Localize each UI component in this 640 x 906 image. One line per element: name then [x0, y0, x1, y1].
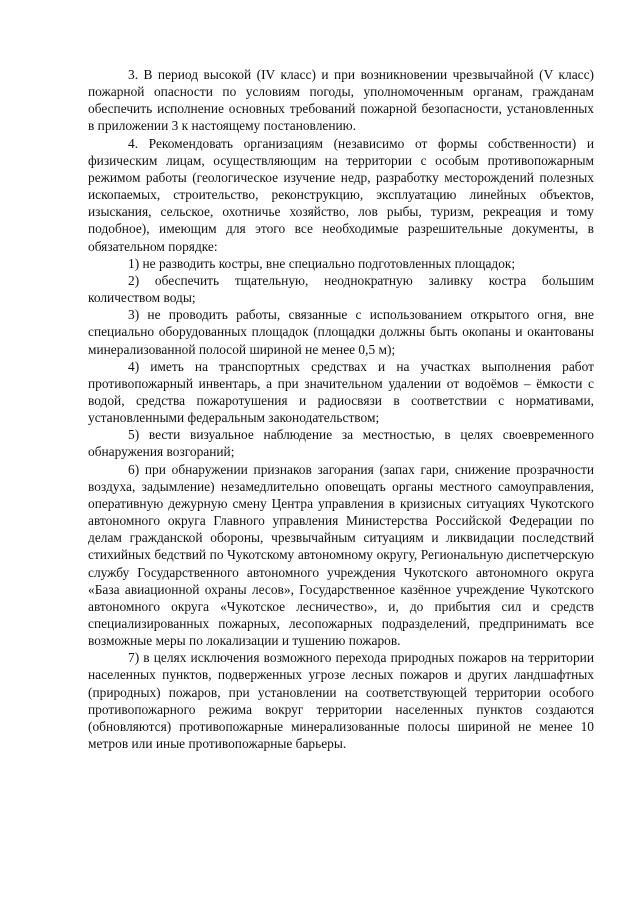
- paragraph-item-4: 4. Рекомендовать организациям (независимо от формы собственности) и физическим лицам, осуществляющим на территории с особым противопожарным режимом работы (геологическое изучение недр, разработку месторождений полезных ископаемых, строительство, реконструкцию, эксплуатацию линейных объектов, изыскания, сельское, охотничье хозяйство, лов рыбы, туризм, рекреация и тому подобное), имеющим для этого все необходимые разрешительные документы, в обязательном порядке:: [88, 135, 594, 254]
- subitem-7: 7) в целях исключения возможного перехода природных пожаров на территории населенных пунктов, подверженных угрозе лесных пожаров и других ландшафтных (природных) пожаров, при установлении на соответствующей территории особого противопожарного режима вокруг территории населенных пунктов создаются (обновляются) противопожарные минерализованные полосы шириной не менее 10 метров или иные противопожарные барьеры.: [88, 650, 594, 752]
- paragraph-item-3: 3. В период высокой (IV класс) и при возникновении чрезвычайной (V класс) пожарной опасности по условиям погоды, уполномоченным органам, гражданам обеспечить исполнение основных требований пожарной безопасности, установленных в приложении 3 к настоящему постановлению.: [88, 67, 594, 134]
- subitem-5: 5) вести визуальное наблюдение за местностью, в целях своевременного обнаружения возгораний;: [88, 427, 594, 460]
- subitem-3: 3) не проводить работы, связанные с использованием открытого огня, вне специально оборудованных площадок (площадки должны быть окопаны и окантованы минерализованной полосой шириной не менее 0,5 м);: [88, 307, 594, 357]
- document-page: [88, 66, 594, 752]
- subitem-1: 1) не разводить костры, вне специально подготовленных площадок;: [128, 255, 516, 271]
- subitem-6: 6) при обнаружении признаков загорания (запах гари, снижение прозрачности воздуха, задымление) незамедлительно оповещать органы местного самоуправления, оперативную дежурную смену Центра управления в кризисных ситуациях Чукотского автономного округа Главного управления Министерства Российской Федерации по делам гражданской обороны, чрезвычайным ситуациям и ликвидации последствий стихийных бедствий по Чукотскому автономному округу, Региональную диспетчерскую службу Государственного автономного учреждения Чукотского автономного округа «База авиационной охраны лесов», Государственное казённое учреждение Чукотского автономного округа «Чукотское лесничество», и, до прибытия сил и средств специализированных пожарных, лесопожарных подразделений, предпринимать все возможные меры по локализации и тушению пожаров.: [88, 461, 594, 649]
- subitem-4: 4) иметь на транспортных средствах и на участках выполнения работ противопожарный инвентарь, а при значительном удалении от водоёмов – ёмкости с водой, средства пожаротушения и радиосвязи в соответствии с нормативами, установленными федеральным законодательством;: [88, 358, 594, 426]
- subitem-2: 2) обеспечить тщательную, неоднократную заливку костра большим количеством воды;: [88, 272, 594, 306]
